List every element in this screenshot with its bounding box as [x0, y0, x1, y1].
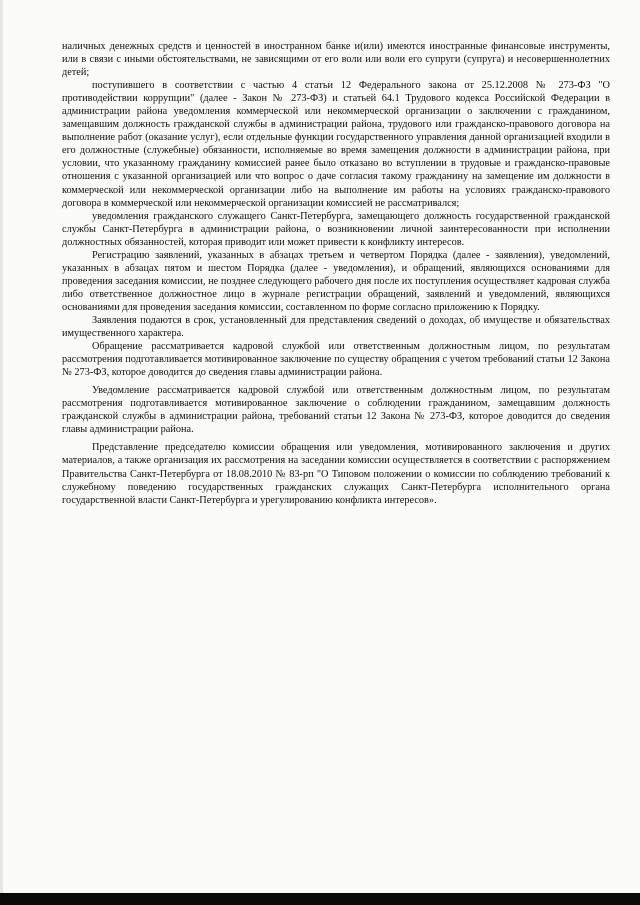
- document-body: [62, 40, 610, 507]
- scan-bottom-border: [0, 893, 640, 905]
- paragraph-notification-civil-servant: уведомления гражданского служащего Санкт-Петербурга, замещающего должность государственной гражданской службы Санкт-Петербурга в администрации района, о возникновении личной заинтересованности при исполнении должностных обязанностей, которая приводит или может привести к конфликту интересов.: [62, 210, 610, 248]
- paragraph-continuation: наличных денежных средств и ценностей в иностранном банке и(или) имеются иностранные финансовые инструменты, или в связи с иными обстоятельствами, не зависящими от его воли или воли его супруги (супруга) и несовершеннолетних детей;: [62, 41, 610, 79]
- paragraph-notification-review: Уведомление рассматривается кадровой службой или ответственным должностным лицом, по результатам рассмотрения подготавливается мотивированное заключение о соблюдении гражданином, замещавшим должность гражданской службы в администрации района, требований статьи 12 Закона № 273-ФЗ, которое доводится до сведения главы администрации района.: [62, 385, 610, 436]
- paragraph-notification-organization: поступившего в соответствии с частью 4 статьи 12 Федерального закона от 25.12.2008 № 273-ФЗ "О противодействии коррупции" (далее - Закон № 273-ФЗ) и статьей 64.1 Трудового кодекса Российской Федерации в администрации района уведомления коммерческой или некоммерческой организации о заключении с гражданином, замещавшим должность гражданской службы в администрации района, трудового или гражданско-правового договора на выполнение работ (оказание услуг), если отдельные функции государственного управления данной организацией входили в его должностные (служебные) обязанности, исполняемые во время замещения должности в администрации района, при условии, что указанному гражданину комиссией ранее было отказано во вступлении в трудовые и гражданско-правовые отношения с указанной организацией или что вопрос о даче согласия такому гражданину на замещение им должности в коммерческой или некоммерческой организации либо на выполнение им работы на условиях гражданско-правового договора в коммерческой или некоммерческой организации комиссией не рассматривался;: [62, 80, 610, 209]
- paragraph-appeal-review: Обращение рассматривается кадровой службой или ответственным должностным лицом, по результатам рассмотрения подготавливается мотивированное заключение по существу обращения с учетом требований статьи 12 Закона № 273-ФЗ, которое доводится до сведения главы администрации района.: [62, 341, 610, 379]
- scan-left-edge: [0, 0, 3, 905]
- paragraph-submission-to-chair: Представление председателю комиссии обращения или уведомления, мотивированного заключения и других материалов, а также организация их рассмотрения на заседании комиссии осуществляется в соответствии с распоряжением Правительства Санкт-Петербурга от 18.08.2010 № 83-рп "О Типовом положении о комиссии по соблюдению требований к служебному поведению государственных гражданских служащих Санкт-Петербурга исполнительного органа государственной власти Санкт-Петербурга и урегулированию конфликта интересов».: [62, 442, 610, 506]
- paragraph-registration: Регистрацию заявлений, указанных в абзацах третьем и четвертом Порядка (далее - заявления), уведомлений, указанных в абзацах пятом и шестом Порядка (далее - уведомления), и обращений, являющихся основаниями для проведения заседания комиссии, не позднее следующего рабочего дня после их поступления осуществляет кадровая служба либо ответственное должностное лицо в журнале регистрации обращений, заявлений и уведомлений, являющихся основаниями для проведения заседания комиссии, составленном по форме согласно приложению к Порядку.: [62, 249, 610, 313]
- paragraph-applications-deadline: Заявления подаются в срок, установленный для представления сведений о доходах, об имуществе и обязательствах имущественного характера.: [62, 314, 610, 340]
